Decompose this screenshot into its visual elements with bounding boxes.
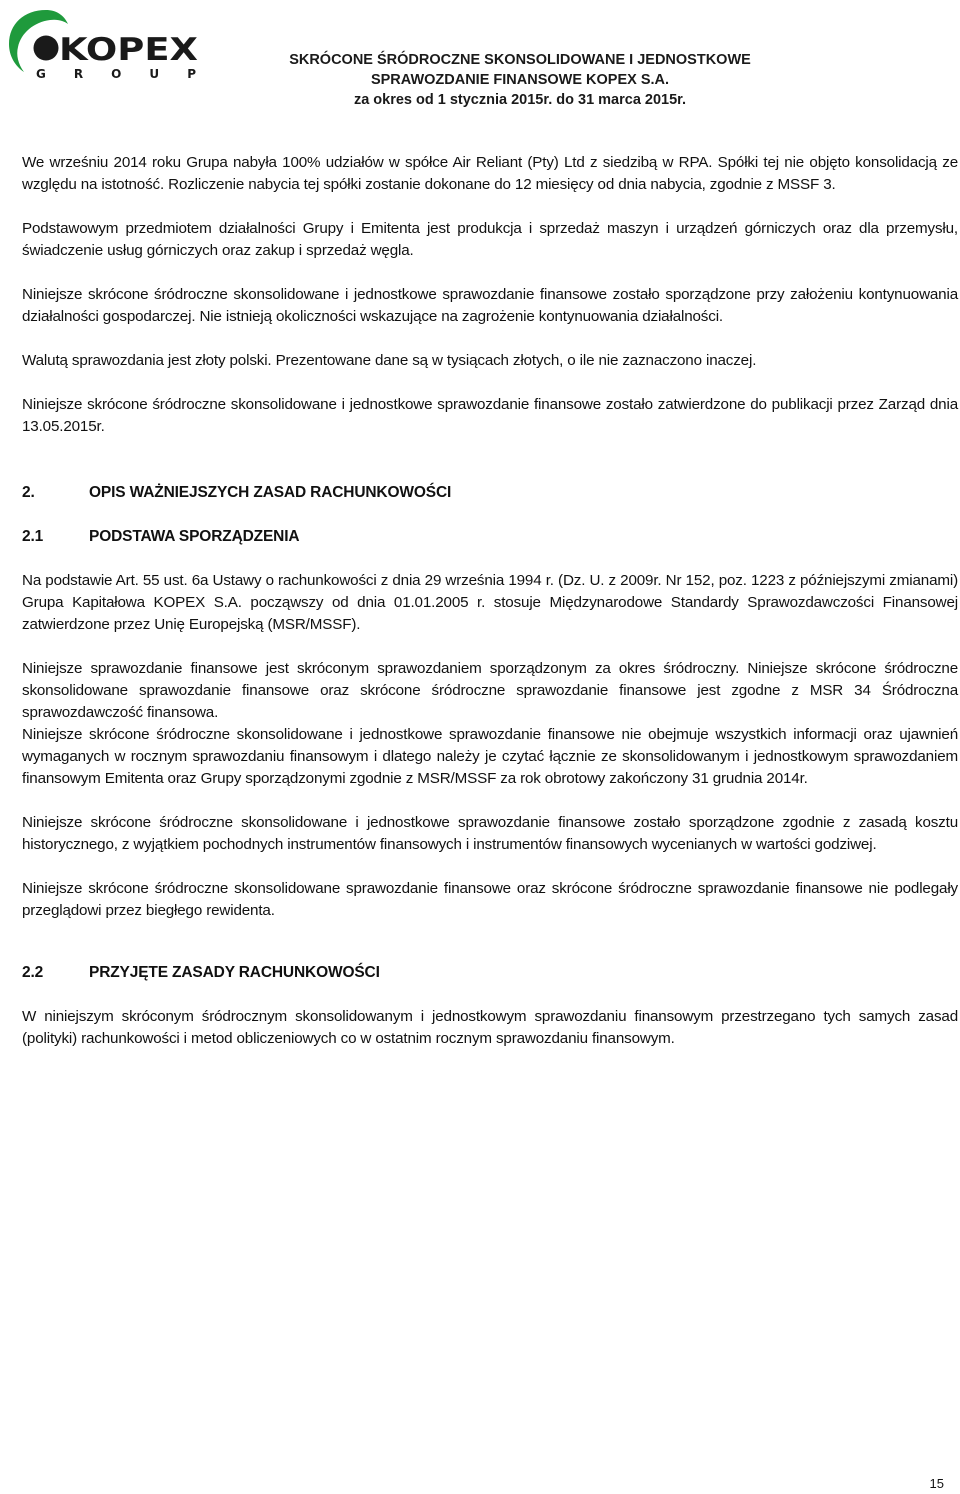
logo-dot-icon xyxy=(34,36,59,61)
logo-group-text: G R O U P xyxy=(36,67,196,81)
paragraph-going-concern: Niniejsze skrócone śródroczne skonsolidowane i jednostkowe sprawozdanie finansowe zostało sporządzone przy założeniu kontynuowania działalności gospodarczej. Nie istnieją okoliczności wskazujące na zagrożenie kontynuowania działalności. xyxy=(22,286,958,325)
paragraph-accounting-policies: W niniejszym skróconym śródrocznym skonsolidowanym i jednostkowym sprawozdaniu finansowym przestrzegano tych samych zasad (polityki) rachunkowości i metod obliczeniowych co w ostatnim rocznym sprawozdaniu finansowym. xyxy=(22,1008,958,1047)
section-title: OPIS WAŻNIEJSZYCH ZASAD RACHUNKOWOŚCI xyxy=(89,484,452,501)
paragraph-audit-review: Niniejsze skrócone śródroczne skonsolidowane sprawozdanie finansowe oraz skrócone śródroczne sprawozdanie finansowe nie podlegały przeglądowi przez biegłego rewidenta. xyxy=(22,880,958,919)
section-heading-2-2 xyxy=(22,962,958,984)
paragraph-historical-cost: Niniejsze skrócone śródroczne skonsolidowane i jednostkowe sprawozdanie finansowe zostało sporządzone zgodnie z zasadą kosztu historycznego, z wyjątkiem pochodnych instrumentów finansowych i instrumentów finansowych wycenianych w wartości godziwej. xyxy=(22,814,958,853)
section-heading-2 xyxy=(22,482,958,504)
logo-brand-text: KOPEX xyxy=(59,32,199,68)
header-line-1: SKRÓCONE ŚRÓDROCZNE SKONSOLIDOWANE I JEDNOSTKOWE xyxy=(289,52,751,68)
paragraph-interim-report: Niniejsze sprawozdanie finansowe jest skróconym sprawozdaniem sporządzonym za okres śródroczny. Niniejsze skrócone śródroczne skonsolidowane sprawozdanie finansowe oraz skrócone śródroczne sprawozdanie finansowe jest zgodne z MSR 34 Śródroczna sprawozdawczość finansowa. xyxy=(22,660,958,721)
header-line-2: SPRAWOZDANIE FINANSOWE KOPEX S.A. xyxy=(370,72,670,88)
section-number: 2.1 xyxy=(22,528,44,545)
document-header xyxy=(240,50,800,110)
paragraph-approval: Niniejsze skrócone śródroczne skonsolidowane i jednostkowe sprawozdanie finansowe zostało zatwierdzone do publikacji przez Zarząd dnia 13.05.2015r. xyxy=(22,396,958,435)
paragraph-business-scope: Podstawowym przedmiotem działalności Grupy i Emitenta jest produkcja i sprzedaż maszyn i urządzeń górniczych oraz dla przemysłu, świadczenie usług górniczych oraz zakup i sprzedaż węgla. xyxy=(22,220,958,259)
paragraph-currency: Walutą sprawozdania jest złoty polski. Prezentowane dane są w tysiącach złotych, o ile nie zaznaczono inaczej. xyxy=(22,352,757,369)
section-title: PRZYJĘTE ZASADY RACHUNKOWOŚCI xyxy=(89,964,380,981)
paragraph-acquisition: We wrześniu 2014 roku Grupa nabyła 100% udziałów w spółce Air Reliant (Pty) Ltd z siedzibą w RPA. Spółki tej nie objęto konsolidacją ze względu na istotność. Rozliczenie nabycia tej spółki zostanie dokonane do 12 miesięcy od dnia nabycia, zgodnie z MSSF 3. xyxy=(22,154,958,193)
paragraph-legal-basis: Na podstawie Art. 55 ust. 6a Ustawy o rachunkowości z dnia 29 września 1994 r. (Dz. U. z 2009r. Nr 152, poz. 1223 z późniejszymi zmianami) Grupa Kapitałowa KOPEX S.A. począwszy od dnia 01.01.2005 r. stosuje Międzynarodowe Standardy Sprawozdawczości Finansowej zatwierdzone przez Unię Europejską (MSR/MSSF). xyxy=(22,572,958,633)
kopex-logo xyxy=(6,4,206,82)
paragraph-disclosures: Niniejsze skrócone śródroczne skonsolidowane i jednostkowe sprawozdanie finansowe nie obejmuje wszystkich informacji oraz ujawnień wymaganych w rocznym sprawozdaniu finansowym i dlatego należy je czytać łącznie ze skonsolidowanym i jednostkowym sprawozdaniem finansowym Emitenta oraz Grupy sporządzonymi zgodnie z MSR/MSSF za rok obrotowy zakończony 31 grudnia 2014r. xyxy=(22,726,958,787)
header-line-3: za okres od 1 stycznia 2015r. do 31 marca 2015r. xyxy=(353,92,687,108)
section-heading-2-1 xyxy=(22,526,958,548)
section-number: 2. xyxy=(22,484,35,501)
document-body xyxy=(22,152,958,1050)
section-number: 2.2 xyxy=(22,964,44,981)
page-number: 15 xyxy=(929,1476,944,1491)
section-title: PODSTAWA SPORZĄDZENIA xyxy=(89,528,300,545)
